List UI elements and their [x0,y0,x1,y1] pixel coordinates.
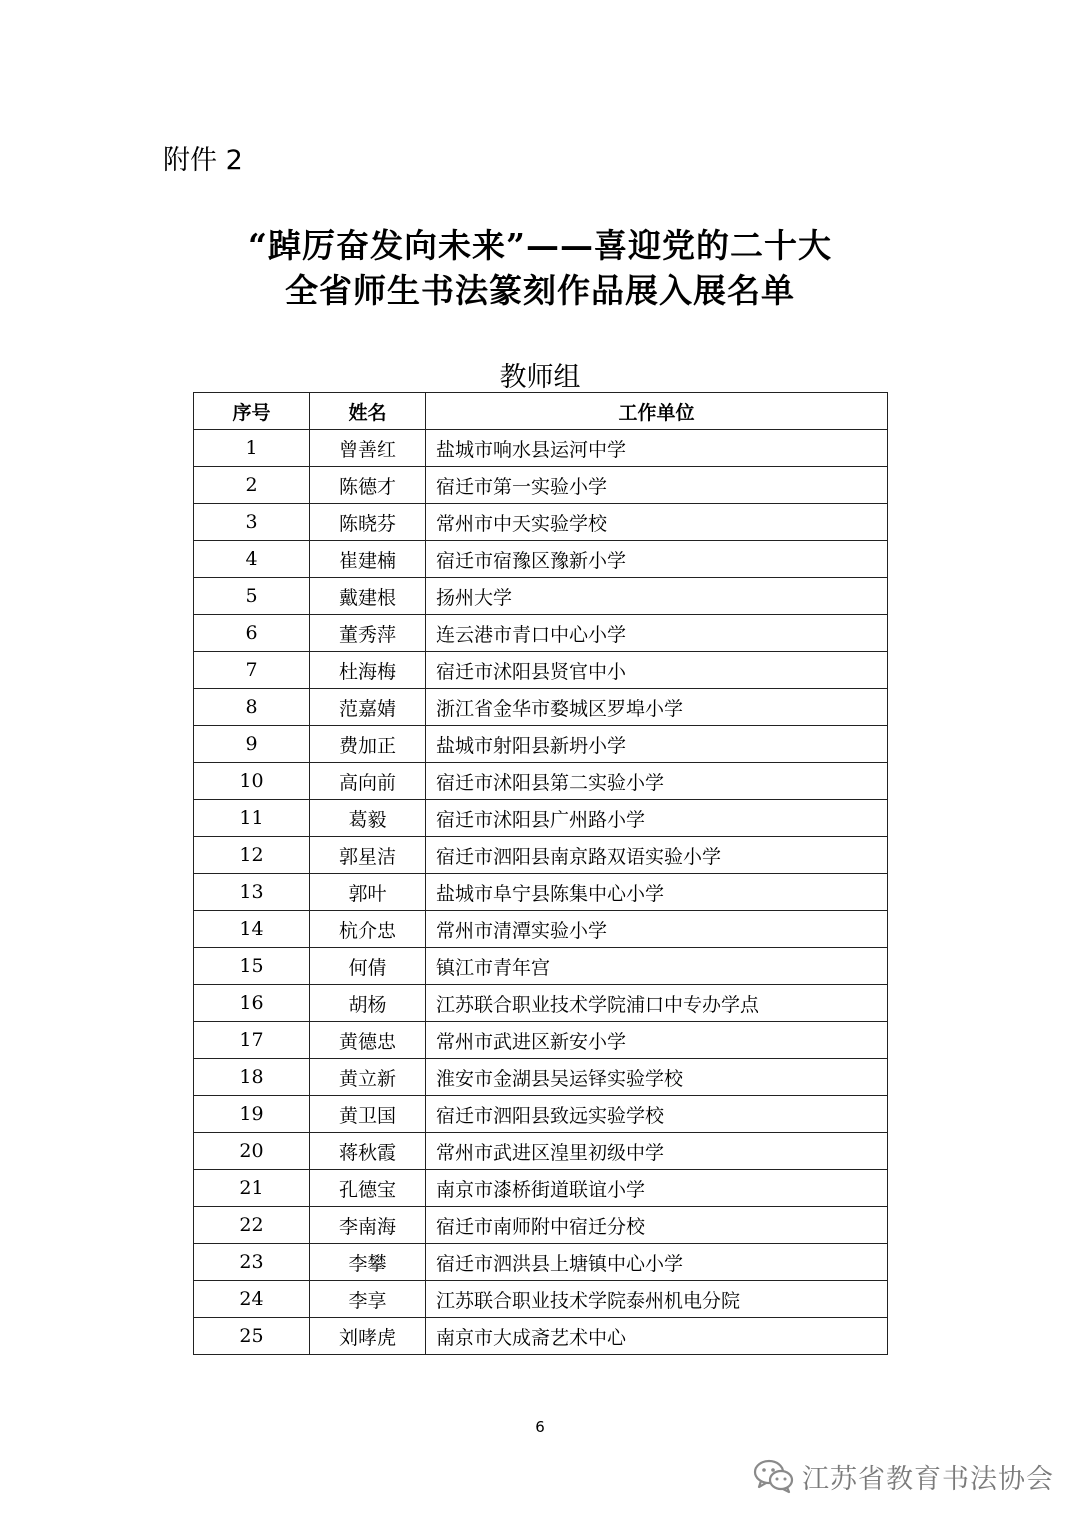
work-unit-cell: 常州市中天实验学校 [426,504,888,541]
table-row [194,689,888,726]
name-cell: 郭星洁 [310,837,426,874]
row-number-cell: 4 [194,541,310,578]
table-row [194,467,888,504]
name-cell: 高向前 [310,763,426,800]
work-unit-cell: 浙江省金华市婺城区罗埠小学 [426,689,888,726]
table-row [194,1207,888,1244]
name-cell: 陈晓芬 [310,504,426,541]
name-cell: 葛毅 [310,800,426,837]
work-unit-cell: 宿迁市南师附中宿迁分校 [426,1207,888,1244]
name-cell: 崔建楠 [310,541,426,578]
work-unit-cell: 江苏联合职业技术学院浦口中专办学点 [426,985,888,1022]
row-number-cell: 1 [194,430,310,467]
work-unit-cell: 镇江市青年宫 [426,948,888,985]
table-row [194,430,888,467]
row-number-cell: 25 [194,1318,310,1355]
work-unit-cell: 盐城市射阳县新坍小学 [426,726,888,763]
table-row [194,652,888,689]
work-unit-cell: 宿迁市沭阳县广州路小学 [426,800,888,837]
name-cell: 郭叶 [310,874,426,911]
row-number-cell: 15 [194,948,310,985]
row-number-cell: 20 [194,1133,310,1170]
work-unit-cell: 宿迁市泗洪县上塘镇中心小学 [426,1244,888,1281]
table-row [194,726,888,763]
table-row [194,578,888,615]
page-number: 6 [535,1418,545,1436]
work-unit-cell: 宿迁市第一实验小学 [426,467,888,504]
work-unit-cell: 宿迁市沭阳县贤官中小 [426,652,888,689]
work-unit-cell: 南京市漆桥街道联谊小学 [426,1170,888,1207]
name-cell: 杜海梅 [310,652,426,689]
row-number-cell: 21 [194,1170,310,1207]
table-row [194,874,888,911]
row-number-cell: 9 [194,726,310,763]
work-unit-cell: 常州市武进区湟里初级中学 [426,1133,888,1170]
work-unit-cell: 南京市大成斋艺术中心 [426,1318,888,1355]
table-row [194,1318,888,1355]
row-number-cell: 24 [194,1281,310,1318]
table-row [194,1281,888,1318]
table-row [194,837,888,874]
row-number-cell: 3 [194,504,310,541]
work-unit-cell: 盐城市阜宁县陈集中心小学 [426,874,888,911]
table-row [194,911,888,948]
row-number-cell: 12 [194,837,310,874]
row-number-cell: 13 [194,874,310,911]
wechat-icon [752,1456,796,1496]
row-number-cell: 5 [194,578,310,615]
name-cell: 黄卫国 [310,1096,426,1133]
row-number-cell: 10 [194,763,310,800]
table-row [194,1096,888,1133]
name-cell: 胡杨 [310,985,426,1022]
row-number-cell: 6 [194,615,310,652]
row-number-cell: 8 [194,689,310,726]
work-unit-cell: 宿迁市沭阳县第二实验小学 [426,763,888,800]
row-number-cell: 7 [194,652,310,689]
table-row [194,948,888,985]
table-row [194,1170,888,1207]
row-number-cell: 11 [194,800,310,837]
name-cell: 范嘉婧 [310,689,426,726]
row-number-cell: 23 [194,1244,310,1281]
watermark-text: 江苏省教育书法协会 [802,1463,1054,1495]
name-cell: 孔德宝 [310,1170,426,1207]
name-cell: 黄德忠 [310,1022,426,1059]
table-row [194,985,888,1022]
name-cell: 戴建根 [310,578,426,615]
header-name: 姓名 [310,393,426,430]
table-row [194,800,888,837]
table-row [194,541,888,578]
work-unit-cell: 常州市武进区新安小学 [426,1022,888,1059]
work-unit-cell: 宿迁市宿豫区豫新小学 [426,541,888,578]
name-cell: 刘哮虎 [310,1318,426,1355]
table-row [194,1244,888,1281]
work-unit-cell: 宿迁市泗阳县致远实验学校 [426,1096,888,1133]
row-number-cell: 18 [194,1059,310,1096]
name-cell: 李南海 [310,1207,426,1244]
name-cell: 费加正 [310,726,426,763]
work-unit-cell: 宿迁市泗阳县南京路双语实验小学 [426,837,888,874]
table-row [194,763,888,800]
table-row [194,1059,888,1096]
name-cell: 黄立新 [310,1059,426,1096]
name-cell: 李享 [310,1281,426,1318]
work-unit-cell: 连云港市青口中心小学 [426,615,888,652]
row-number-cell: 19 [194,1096,310,1133]
work-unit-cell: 常州市清潭实验小学 [426,911,888,948]
attachment-label: 附件 2 [163,145,243,176]
work-unit-cell: 淮安市金湖县吴运铎实验学校 [426,1059,888,1096]
work-unit-cell: 江苏联合职业技术学院泰州机电分院 [426,1281,888,1318]
group-title: 教师组 [499,362,581,393]
name-cell: 曾善红 [310,430,426,467]
name-cell: 陈德才 [310,467,426,504]
table-header-row [194,393,888,430]
watermark [752,1456,1054,1496]
document-title-line1: “踔厉奋发向未来”——喜迎党的二十大 [248,226,832,265]
header-no: 序号 [194,393,310,430]
document-title-line2: 全省师生书法篆刻作品展入展名单 [285,271,795,310]
name-cell: 何倩 [310,948,426,985]
header-unit: 工作单位 [426,393,888,430]
roster-table [193,392,888,1355]
table-row [194,1022,888,1059]
row-number-cell: 14 [194,911,310,948]
row-number-cell: 22 [194,1207,310,1244]
name-cell: 蒋秋霞 [310,1133,426,1170]
work-unit-cell: 扬州大学 [426,578,888,615]
table-body [194,430,888,1355]
name-cell: 杭介忠 [310,911,426,948]
table-row [194,615,888,652]
row-number-cell: 2 [194,467,310,504]
table-row [194,1133,888,1170]
row-number-cell: 17 [194,1022,310,1059]
row-number-cell: 16 [194,985,310,1022]
work-unit-cell: 盐城市响水县运河中学 [426,430,888,467]
name-cell: 李攀 [310,1244,426,1281]
name-cell: 董秀萍 [310,615,426,652]
table-row [194,504,888,541]
